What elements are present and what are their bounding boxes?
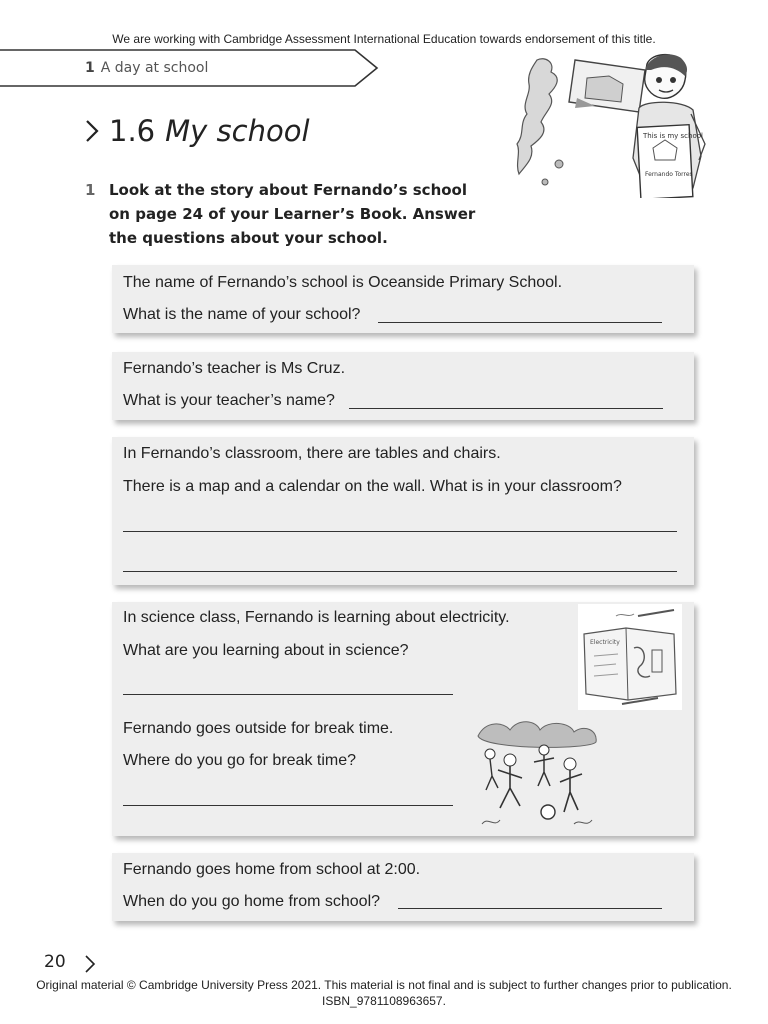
chapter-title: A day at school xyxy=(100,60,209,76)
chapter-label xyxy=(85,60,208,76)
chevron-right-icon xyxy=(85,119,99,143)
section-number: 1.6 xyxy=(109,114,156,148)
question-home-time: When do you go home from school? xyxy=(123,893,381,910)
statement-science: In science class, Fernando is learning about electricity. xyxy=(123,609,510,626)
box-science-break xyxy=(112,602,694,836)
question-classroom: There is a map and a calendar on the wall. What is in your classroom? xyxy=(123,478,622,495)
book-label: Electricity xyxy=(590,639,620,646)
statement-break-time: Fernando goes outside for break time. xyxy=(123,720,394,737)
section-name: My school xyxy=(165,114,310,148)
page-number: 20 xyxy=(44,952,66,972)
question-text: Look at the story about Fernando’s school on page 24 of your Learner’s Book. Answer the questions about your school. xyxy=(109,181,476,247)
copyright-note: Original material © Cambridge University Press 2021. This material is not final and is subject to further changes prior to publication. xyxy=(36,978,732,992)
poster-text: This is my school xyxy=(643,132,703,140)
question-science: What are you learning about in science? xyxy=(123,642,409,659)
boy-with-poster-illustration xyxy=(505,48,715,203)
answer-line-home-time[interactable] xyxy=(398,908,662,909)
box-home-time xyxy=(112,853,694,921)
question-teacher: What is your teacher’s name? xyxy=(123,392,335,409)
statement-school-name: The name of Fernando’s school is Oceanside Primary School. xyxy=(123,274,563,291)
question-break-time: Where do you go for break time? xyxy=(123,752,357,769)
box-school-name xyxy=(112,265,694,333)
question-number: 1 xyxy=(85,181,96,199)
science-book-illustration xyxy=(578,604,682,710)
chapter-number: 1 xyxy=(85,60,95,76)
answer-line-break-time[interactable] xyxy=(123,805,453,806)
question-school-name: What is the name of your school? xyxy=(123,306,361,323)
answer-line-teacher[interactable] xyxy=(349,408,663,409)
endorsement-note: We are working with Cambridge Assessment International Education towards endorsement of this title. xyxy=(112,32,656,46)
box-teacher xyxy=(112,352,694,420)
page-chevron-icon xyxy=(84,954,96,979)
answer-line-classroom-1[interactable] xyxy=(123,531,677,532)
statement-teacher: Fernando’s teacher is Ms Cruz. xyxy=(123,360,346,377)
answer-line-school-name[interactable] xyxy=(378,322,662,323)
answer-line-science[interactable] xyxy=(123,694,453,695)
poster-name: Fernando Torres xyxy=(645,171,693,178)
box-classroom xyxy=(112,437,694,585)
statement-classroom: In Fernando’s classroom, there are tables and chairs. xyxy=(123,445,501,462)
section-title xyxy=(85,114,310,148)
children-playing-illustration xyxy=(474,716,602,832)
isbn-note: ISBN_9781108963657. xyxy=(322,994,446,1008)
statement-home-time: Fernando goes home from school at 2:00. xyxy=(123,861,421,878)
answer-line-classroom-2[interactable] xyxy=(123,571,677,572)
